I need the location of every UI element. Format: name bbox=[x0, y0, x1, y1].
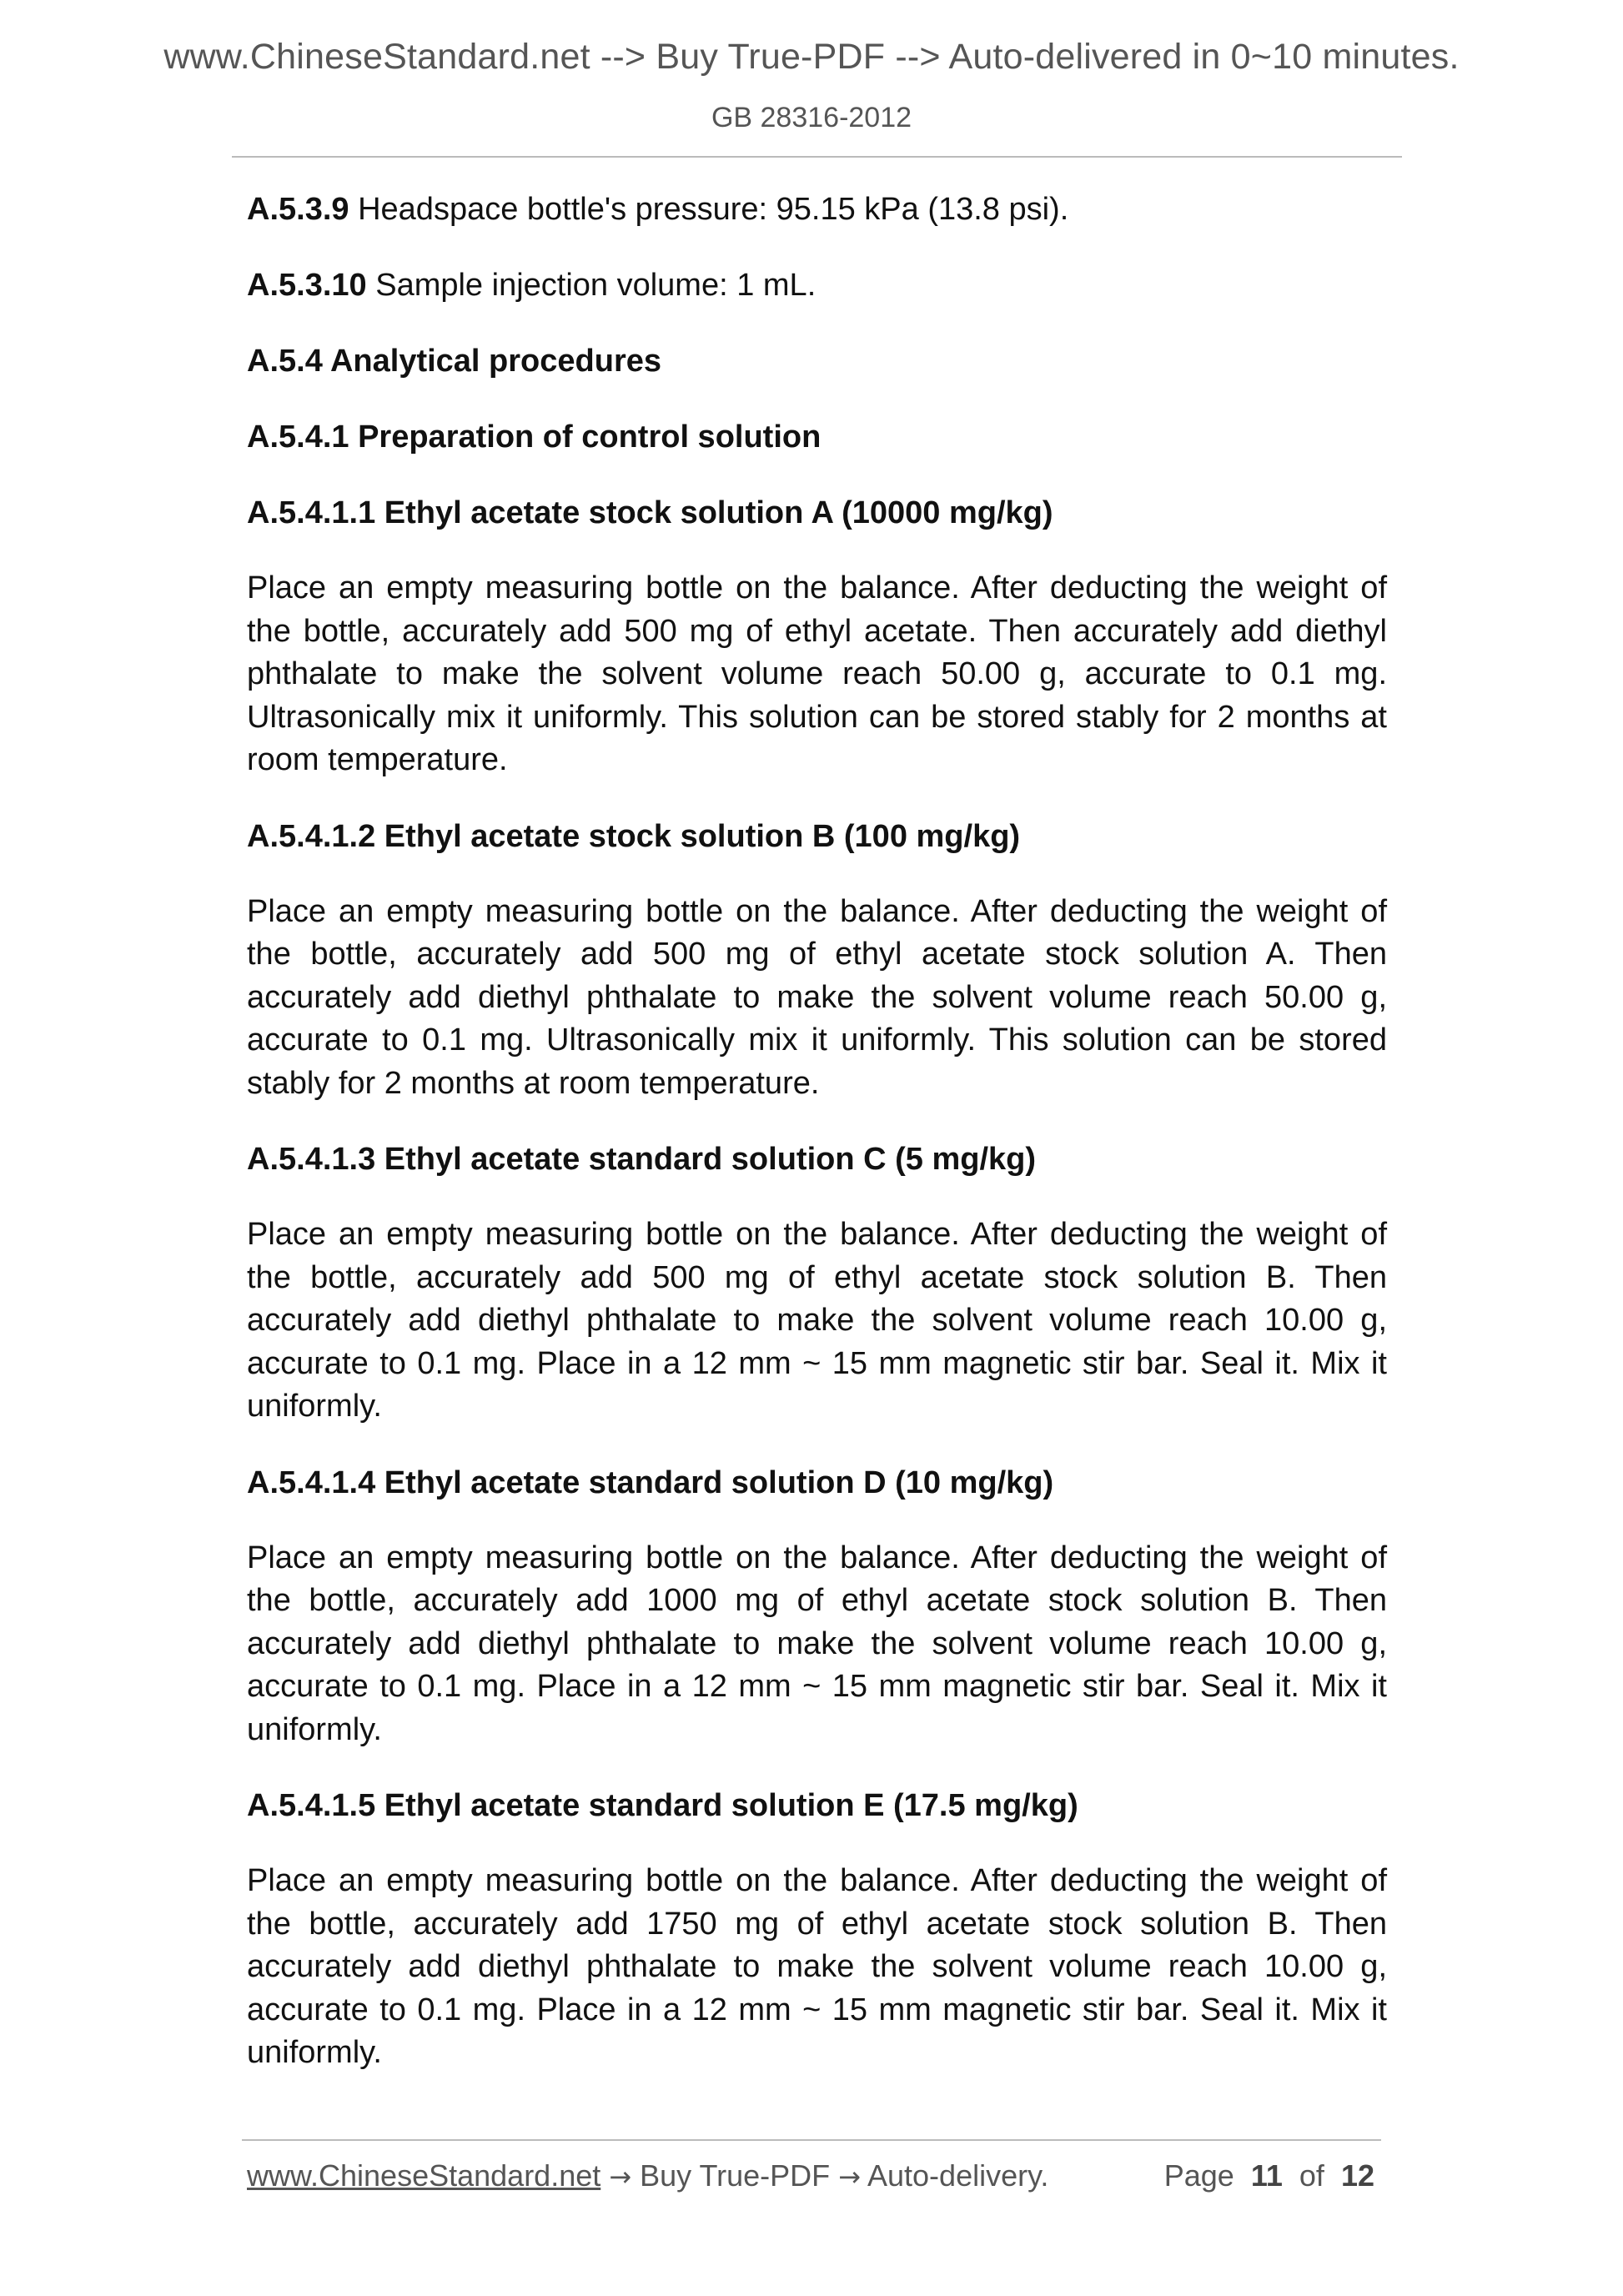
clause-a5310 bbox=[247, 264, 1387, 307]
footer-promo bbox=[247, 2158, 1048, 2193]
clause-text: Sample injection volume: 1 mL. bbox=[375, 268, 817, 303]
clause-a539 bbox=[247, 188, 1387, 231]
heading-standard-solution-e: A.5.4.1.5 Ethyl acetate standard solution E (17.5 mg/kg) bbox=[247, 1788, 1078, 1823]
heading-stock-solution-b: A.5.4.1.2 Ethyl acetate stock solution B (100 mg/kg) bbox=[247, 818, 1021, 854]
footer-delivery-text: Auto-delivery. bbox=[867, 2158, 1049, 2193]
page-label: Page bbox=[1163, 2158, 1234, 2193]
page-footer bbox=[247, 2158, 1374, 2200]
heading-control-solution: A.5.4.1 Preparation of control solution bbox=[247, 420, 822, 455]
page-current: 11 bbox=[1250, 2158, 1283, 2193]
of-label: of bbox=[1299, 2158, 1324, 2193]
footer-site-link[interactable]: www.ChineseStandard.net bbox=[247, 2158, 601, 2193]
page-total: 12 bbox=[1340, 2158, 1374, 2193]
paragraph-stock-solution-b: Place an empty measuring bottle on the balance. After deducting the weight of the bottle, accurately add 500 mg of ethyl acetate stock solution A. Then accurately add diethyl phthalate to make the solvent volume reach 50.00 g, accurate to 0.1 mg. Ultrasonically mix it uniformly. This solution can be stored stably for 2 months at room temperature. bbox=[247, 893, 1387, 1101]
heading-standard-solution-d: A.5.4.1.4 Ethyl acetate standard solution D (10 mg/kg) bbox=[247, 1465, 1054, 1500]
document-id: GB 28316-2012 bbox=[711, 102, 912, 133]
footer-divider bbox=[242, 2139, 1381, 2141]
page-number bbox=[1164, 2158, 1374, 2193]
heading-stock-solution-a: A.5.4.1.1 Ethyl acetate stock solution A (10000 mg/kg) bbox=[247, 495, 1053, 530]
clause-number: A.5.3.10 bbox=[247, 268, 367, 303]
paragraph-standard-solution-c: Place an empty measuring bottle on the balance. After deducting the weight of the bottle, accurately add 500 mg of ethyl acetate stock solution B. Then accurately add diethyl phthalate to make the solvent volume reach 10.00 g, accurate to 0.1 mg. Place in a 12 mm ~ 15 mm magnetic stir bar. Seal it. Mix it uniformly. bbox=[247, 1217, 1387, 1424]
clause-text: Headspace bottle's pressure: 95.15 kPa (13.8 psi). bbox=[358, 192, 1069, 227]
heading-analytical-procedures: A.5.4 Analytical procedures bbox=[247, 344, 662, 379]
paragraph-stock-solution-a: Place an empty measuring bottle on the balance. After deducting the weight of the bottle, accurately add 500 mg of ethyl acetate. Then accurately add diethyl phthalate to make the solvent volume reach 50.00 g, accurate to 0.1 mg. Ultrasonically mix it uniformly. This solution can be stored stably for 2 months at room temperature. bbox=[247, 570, 1387, 777]
heading-standard-solution-c: A.5.4.1.3 Ethyl acetate standard solution C (5 mg/kg) bbox=[247, 1142, 1037, 1177]
header-divider bbox=[232, 156, 1402, 158]
footer-buy-text: Buy True-PDF bbox=[640, 2158, 831, 2193]
paragraph-standard-solution-d: Place an empty measuring bottle on the balance. After deducting the weight of the bottle, accurately add 1000 mg of ethyl acetate stock solution B. Then accurately add diethyl phthalate to make the solvent volume reach 10.00 g, accurate to 0.1 mg. Place in a 12 mm ~ 15 mm magnetic stir bar. Seal it. Mix it uniformly. bbox=[247, 1540, 1387, 1747]
clause-number: A.5.3.9 bbox=[247, 192, 349, 227]
site-banner: www.ChineseStandard.net --> Buy True-PDF --> Auto-delivered in 0~10 minutes. bbox=[163, 37, 1460, 77]
document-body bbox=[247, 188, 1387, 2108]
paragraph-standard-solution-e: Place an empty measuring bottle on the balance. After deducting the weight of the bottle, accurately add 1750 mg of ethyl acetate stock solution B. Then accurately add diethyl phthalate to make the solvent volume reach 10.00 g, accurate to 0.1 mg. Place in a 12 mm ~ 15 mm magnetic stir bar. Seal it. Mix it uniformly. bbox=[247, 1863, 1387, 2070]
arrow-right-icon: → bbox=[838, 2161, 861, 2193]
arrow-right-icon: → bbox=[609, 2161, 632, 2193]
